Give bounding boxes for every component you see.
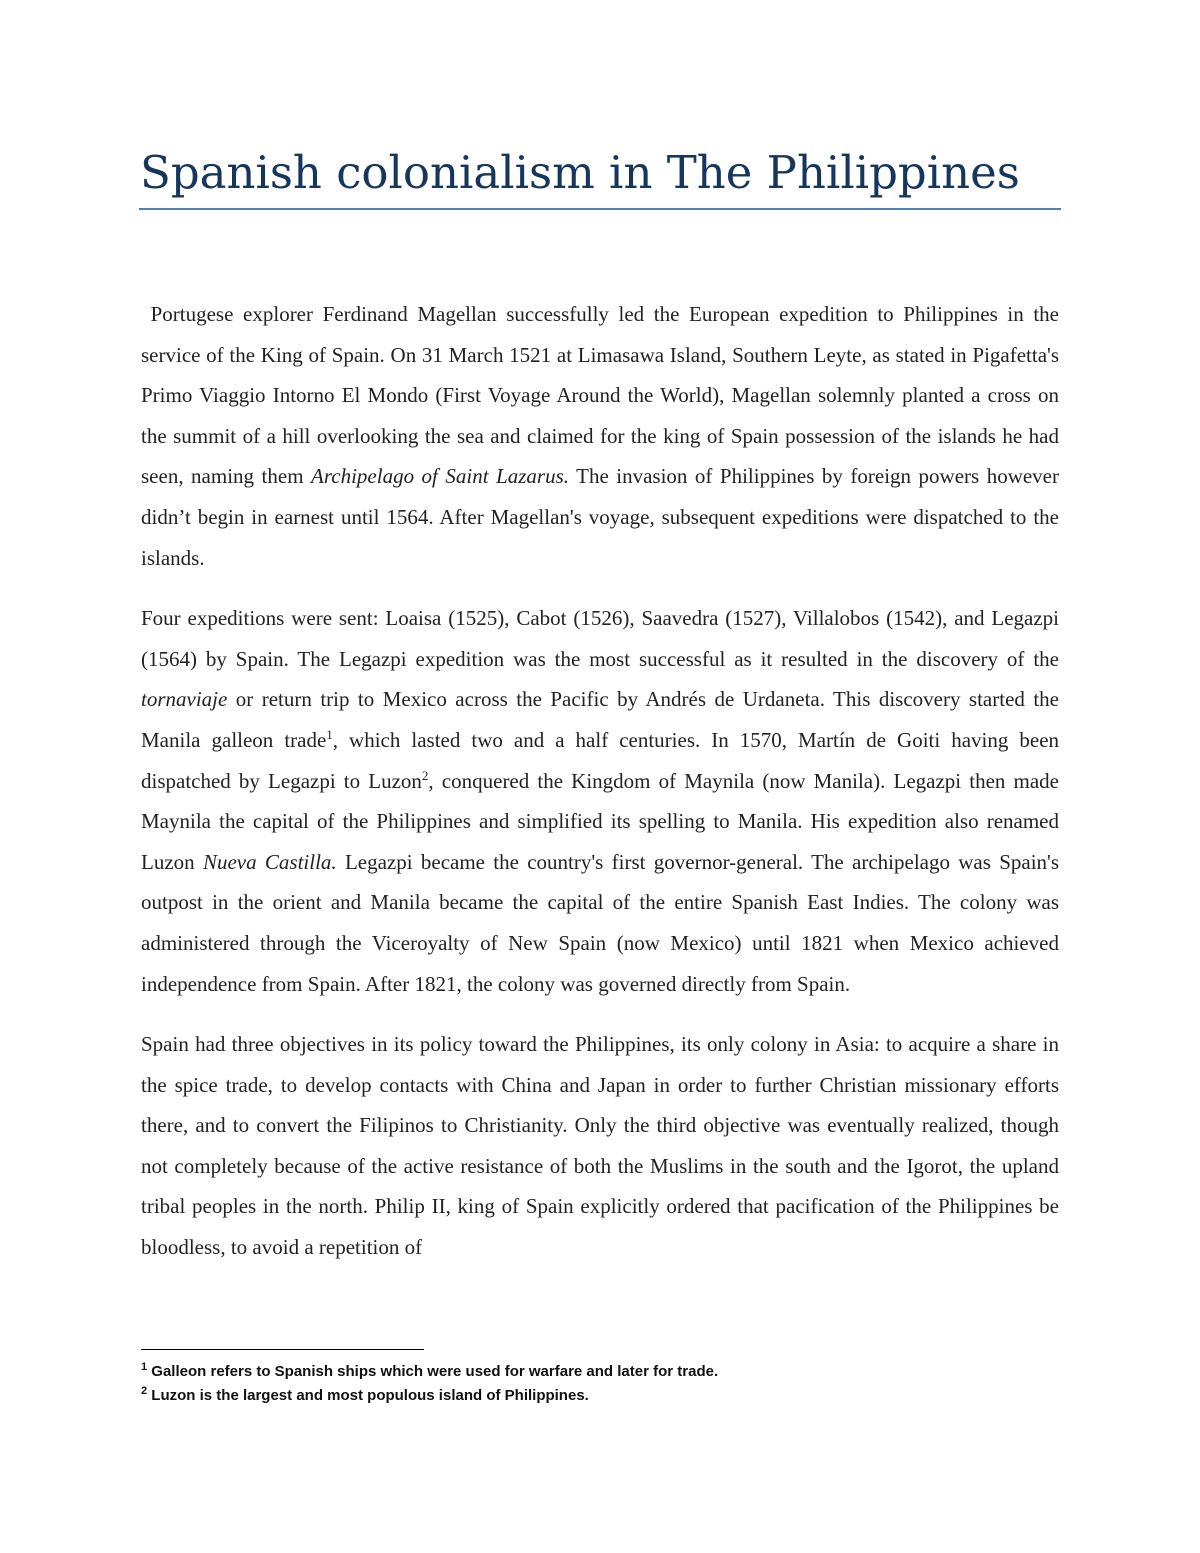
footnote-2 <box>141 1384 1059 1408</box>
paragraph-2-italic-2: Nueva Castilla. <box>202 849 337 874</box>
page-title: Spanish colonialism in The Philippines <box>140 146 1020 199</box>
paragraph-1-text-2: The invasion of Philippines by foreign powers however didn’t begin in earnest until 1564. After Magellan's voyage, subsequent expeditions were dispatched to the islands. <box>141 464 1059 570</box>
paragraph-3-text-1: Spain had three objectives in its policy toward the Philippines, its only colony in Asia: to acquire a share in the spice trade, to develop contacts with China and Japan in order to further Christian missionary efforts there, and to convert the Filipinos to Christianity. Only the third objective was eventually realized, though not completely because of the active resistance of both the Muslims in the south and the Igorot, the upland tribal peoples in the north. Philip II, king of Spain explicitly ordered that pacification of the Philippines be bloodless, to avoid a repetition of <box>141 1032 1059 1260</box>
paragraph-2-text-1: Four expeditions were sent: Loaisa (1525), Cabot (1526), Saavedra (1527), Villalobos (1542), and Legazpi (1564) by Spain. The Legazpi expedition was the most successful as it resulted in the discovery of the <box>141 606 1059 671</box>
footnote-number: 1 <box>141 1361 148 1373</box>
paragraph-1 <box>141 294 1059 578</box>
footnote-separator <box>141 1349 424 1350</box>
footnote-1 <box>141 1360 1059 1384</box>
paragraph-1-text-1: Portugese explorer Ferdinand Magellan successfully led the European expedition to Philippines in the service of the King of Spain. On 31 March 1521 at Limasawa Island, Southern Leyte, as stated in Pigafetta's Primo Viaggio Intorno El Mondo (First Voyage Around the World), Magellan solemnly planted a cross on the summit of a hill overlooking the sea and claimed for the king of Spain possession of the islands he had seen, naming them <box>141 302 1059 489</box>
footnote-text: Galleon refers to Spanish ships which were used for warfare and later for trade. <box>151 1363 719 1380</box>
paragraph-2-text-3: , which lasted two and a half centuries. In 1570, Martín de Goiti having been dispatched by Legazpi to Luzon <box>141 727 1060 793</box>
paragraph-2-text-4: , conquered the Kingdom of Maynila (now Manila). Legazpi then made Maynila the capital of the Philippines and simplified its spelling to Manila. His expedition also renamed Luzon <box>141 768 1059 874</box>
footnote-text: Luzon is the largest and most populous island of Philippines. <box>151 1387 589 1404</box>
footnote-ref-2[interactable]: 2 <box>421 767 429 783</box>
paragraph-2 <box>141 598 1059 1004</box>
footnote-number: 2 <box>141 1385 148 1397</box>
paragraph-1-italic-1: Archipelago of Saint Lazarus. <box>311 464 569 489</box>
paragraph-2-italic-1: tornaviaje <box>141 687 228 712</box>
document-body <box>141 294 1059 1288</box>
title-underline <box>139 208 1061 210</box>
paragraph-2-text-2: or return trip to Mexico across the Pacific by Andrés de Urdaneta. This discovery started the Manila galleon trade <box>141 687 1059 752</box>
footnote-ref-1[interactable]: 1 <box>326 726 333 742</box>
paragraph-2-text-5: Legazpi became the country's first governor-general. The archipelago was Spain's outpost in the orient and Manila became the capital of the entire Spanish East Indies. The colony was administered through the Viceroyalty of New Spain (now Mexico) until 1821 when Mexico achieved independence from Spain. After 1821, the colony was governed directly from Spain. <box>141 849 1060 996</box>
footnotes <box>141 1360 1059 1408</box>
paragraph-3 <box>141 1024 1059 1268</box>
